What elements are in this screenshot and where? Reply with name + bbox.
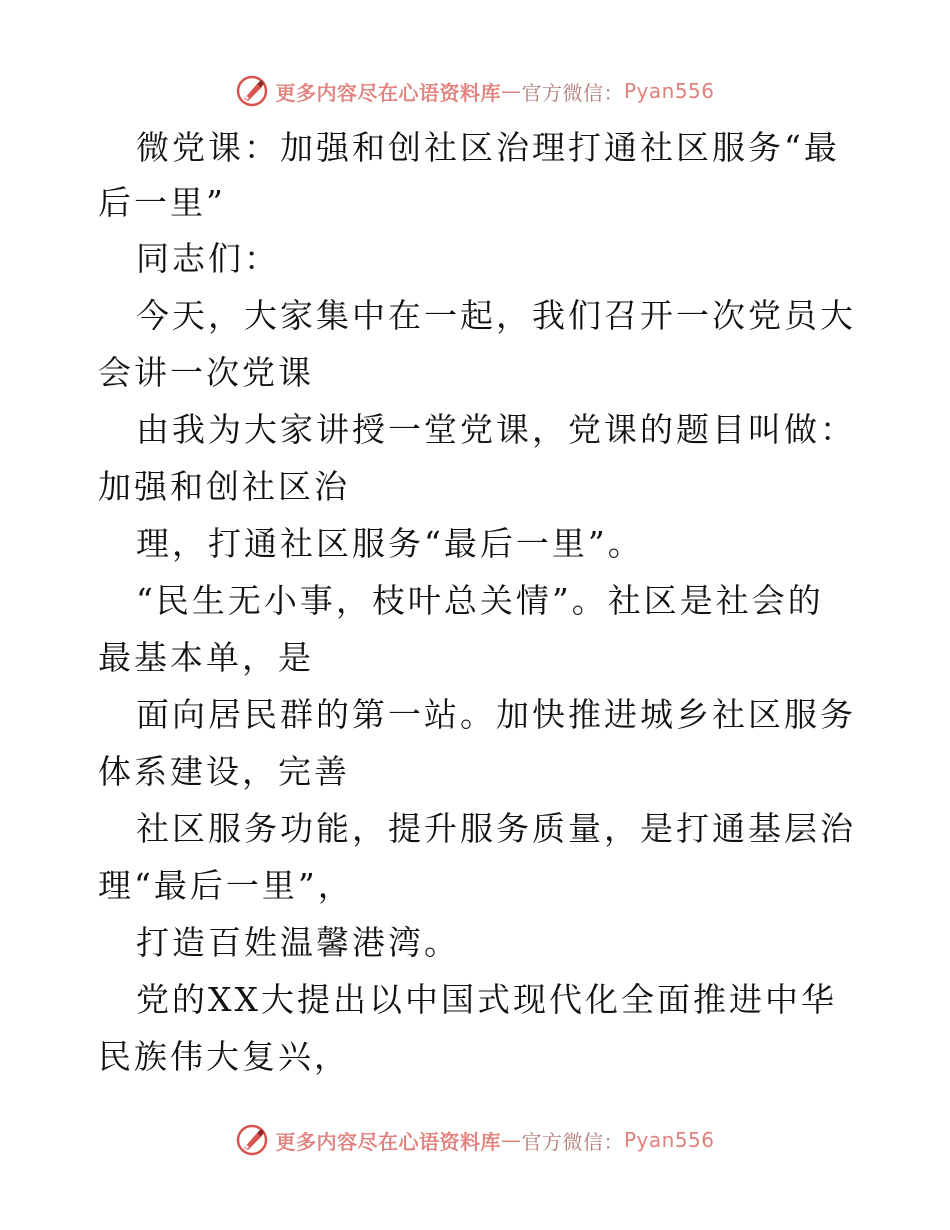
header-watermark bbox=[0, 71, 950, 111]
paragraph: “民生无小事，枝叶总关情”。社区是社会的最基本单，是 bbox=[98, 581, 824, 677]
watermark-main-text: 更多内容尽在心语资料库 bbox=[275, 1129, 501, 1154]
paragraph: 打造百姓温馨港湾。 bbox=[136, 923, 460, 962]
paragraph: 社区服务功能，提升服务质量，是打通基层治理“最后一里”， bbox=[98, 809, 856, 905]
pen-nib-logo-icon bbox=[235, 74, 269, 108]
paragraph: 今天，大家集中在一起，我们召开一次党员大会讲一次党课 bbox=[98, 296, 856, 392]
watermark-wechat-id: Pyan556 bbox=[623, 1128, 715, 1152]
paragraph: 党的XX大提出以中国式现代化全面推进中华民族伟大复兴， bbox=[98, 980, 837, 1076]
watermark-dash: — bbox=[500, 79, 522, 103]
watermark-main-text: 更多内容尽在心语资料库 bbox=[275, 80, 501, 105]
pen-nib-logo-icon bbox=[235, 1123, 269, 1157]
paragraph: 面向居民群的第一站。加快推进城乡社区服务体系建设，完善 bbox=[98, 695, 856, 791]
watermark-wechat-id: Pyan556 bbox=[623, 79, 715, 103]
document-body bbox=[98, 120, 858, 1085]
watermark-wechat-label: 官方微信： bbox=[521, 80, 624, 105]
footer-watermark bbox=[0, 1120, 950, 1160]
watermark-wechat-label: 官方微信： bbox=[521, 1129, 624, 1154]
document-title: 微党课：加强和创社区治理打通社区服务“最后一里” bbox=[98, 128, 840, 222]
paragraph: 由我为大家讲授一堂党课，党课的题目叫做：加强和创社区治 bbox=[98, 410, 856, 506]
watermark-dash: — bbox=[500, 1128, 522, 1152]
paragraph-salutation: 同志们： bbox=[136, 239, 280, 278]
paragraph: 理，打通社区服务“最后一里”。 bbox=[136, 524, 644, 563]
